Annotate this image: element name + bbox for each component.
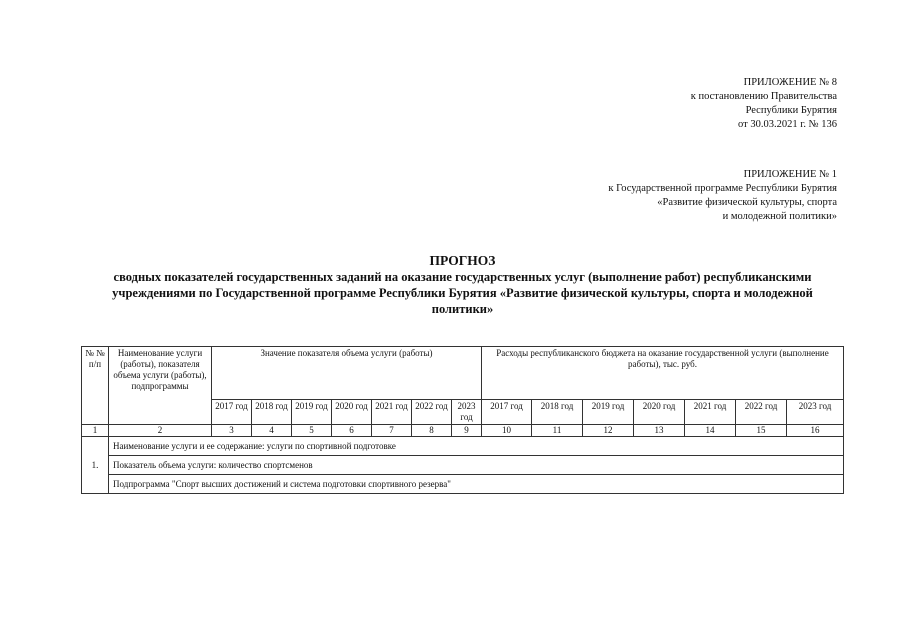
annex-1-header bbox=[608, 168, 837, 224]
annex-1-line-title: ПРИЛОЖЕНИЕ № 1 bbox=[743, 169, 837, 180]
service-name-cell: Наименование услуги и ее содержание: услуги по спортивной подготовке bbox=[109, 437, 844, 456]
row-index: 1. bbox=[82, 437, 109, 494]
annex-8-header bbox=[691, 76, 837, 132]
column-number: 10 bbox=[482, 425, 532, 437]
annex-1-line-program: к Государственной программе Республики Бурятия bbox=[608, 183, 837, 194]
column-number: 2 bbox=[109, 425, 212, 437]
subprogram-cell: Подпрограмма "Спорт высших достижений и система подготовки спортивного резерва" bbox=[109, 475, 844, 494]
column-numbers-row bbox=[82, 425, 844, 437]
year-volume-2023: 2023 год bbox=[452, 400, 482, 425]
table-row-service-name bbox=[82, 437, 844, 456]
title-subtitle: сводных показателей государственных заданий на оказание государственных услуг (выполнение работ) республиканскими учреждениями по Государственной программе Республики Бурятия «Развитие физической культуры, спорта и молодежной политики» bbox=[112, 270, 813, 316]
year-volume-2022: 2022 год bbox=[412, 400, 452, 425]
year-volume-2021: 2021 год bbox=[372, 400, 412, 425]
column-number: 16 bbox=[787, 425, 844, 437]
volume-indicator-cell: Показатель объема услуги: количество спортсменов bbox=[109, 456, 844, 475]
column-number: 13 bbox=[634, 425, 685, 437]
column-number: 11 bbox=[532, 425, 583, 437]
header-group-volume: Значение показателя объема услуги (работы) bbox=[212, 347, 482, 400]
column-number: 1 bbox=[82, 425, 109, 437]
annex-1-line-name-2: и молодежной политики» bbox=[722, 211, 837, 222]
year-expenses-2017: 2017 год bbox=[482, 400, 532, 425]
column-number: 3 bbox=[212, 425, 252, 437]
annex-8-line-date: от 30.03.2021 г. № 136 bbox=[738, 119, 837, 130]
year-volume-2018: 2018 год bbox=[252, 400, 292, 425]
column-number: 9 bbox=[452, 425, 482, 437]
year-volume-2020: 2020 год bbox=[332, 400, 372, 425]
title-forecast: ПРОГНОЗ bbox=[429, 253, 496, 268]
column-number: 15 bbox=[736, 425, 787, 437]
year-expenses-2019: 2019 год bbox=[583, 400, 634, 425]
year-expenses-2018: 2018 год bbox=[532, 400, 583, 425]
table-header-row bbox=[82, 347, 844, 400]
column-number: 8 bbox=[412, 425, 452, 437]
year-expenses-2021: 2021 год bbox=[685, 400, 736, 425]
column-number: 7 bbox=[372, 425, 412, 437]
forecast-table bbox=[81, 346, 844, 494]
annex-1-line-name-1: «Развитие физической культуры, спорта bbox=[657, 197, 837, 208]
table-row-volume-indicator bbox=[82, 456, 844, 475]
annex-8-line-title: ПРИЛОЖЕНИЕ № 8 bbox=[743, 77, 837, 88]
document-title bbox=[80, 252, 845, 317]
header-group-expenses: Расходы республиканского бюджета на оказание государственной услуги (выполнение работы), тыс. руб. bbox=[482, 347, 844, 400]
year-expenses-2023: 2023 год bbox=[787, 400, 844, 425]
column-number: 6 bbox=[332, 425, 372, 437]
column-number: 4 bbox=[252, 425, 292, 437]
column-number: 5 bbox=[292, 425, 332, 437]
header-col-name: Наименование услуги (работы), показателя объема услуги (работы), подпрограммы bbox=[109, 347, 212, 425]
year-volume-2019: 2019 год bbox=[292, 400, 332, 425]
header-col-number: № № п/п bbox=[82, 347, 109, 425]
table-row-subprogram bbox=[82, 475, 844, 494]
column-number: 12 bbox=[583, 425, 634, 437]
year-volume-2017: 2017 год bbox=[212, 400, 252, 425]
column-number: 14 bbox=[685, 425, 736, 437]
year-expenses-2020: 2020 год bbox=[634, 400, 685, 425]
year-expenses-2022: 2022 год bbox=[736, 400, 787, 425]
annex-8-line-decree: к постановлению Правительства bbox=[690, 91, 837, 102]
annex-8-line-republic: Республики Бурятия bbox=[745, 105, 837, 116]
